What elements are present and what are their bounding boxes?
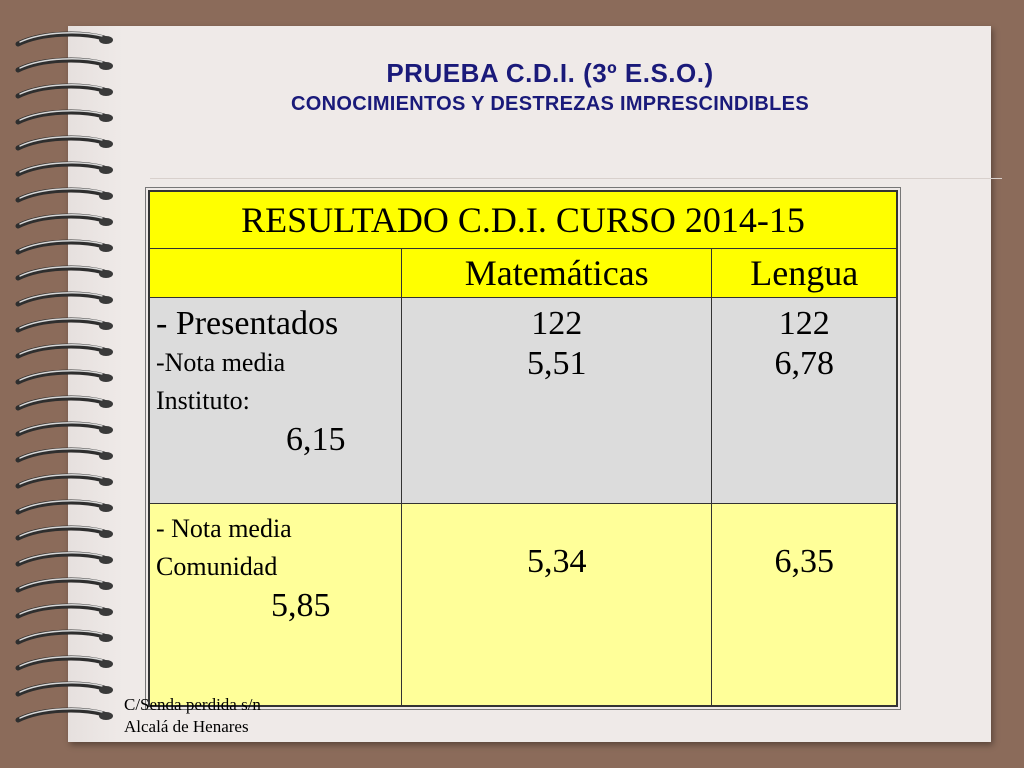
cell-lengua-comunidad — [712, 504, 897, 707]
spiral-ring — [18, 138, 104, 148]
spiral-ring — [18, 632, 104, 642]
spiral-hole — [99, 140, 113, 148]
spiral-hole — [99, 348, 113, 356]
label-instituto: Instituto: — [156, 386, 250, 415]
spiral-hole — [99, 218, 113, 226]
spiral-ring — [18, 502, 104, 512]
table-row — [149, 298, 897, 504]
page-title: PRUEBA C.D.I. (3º E.S.O.) — [386, 58, 714, 88]
spiral-hole — [99, 686, 113, 694]
spiral-ring — [18, 528, 104, 538]
spiral-hole — [99, 270, 113, 278]
len-presentados: 122 — [778, 305, 830, 342]
spiral-hole — [99, 62, 113, 70]
spiral-ring — [18, 372, 104, 382]
value-comunidad: 5,85 — [271, 587, 331, 624]
spiral-hole — [99, 634, 113, 642]
spiral-hole — [99, 712, 113, 720]
label-nota-media-comunidad: - Nota media — [156, 514, 292, 543]
spiral-hole — [99, 452, 113, 460]
row-label-comunidad — [149, 504, 402, 707]
mat-media-comunidad: 5,34 — [526, 543, 587, 580]
spiral-hole — [99, 530, 113, 538]
address — [124, 694, 261, 738]
spiral-ring — [18, 346, 104, 356]
len-media-comunidad: 6,35 — [774, 543, 834, 580]
mat-media-instituto: 5,51 — [526, 345, 587, 382]
spiral-ring — [18, 398, 104, 408]
mat-presentados: 122 — [531, 305, 583, 342]
spiral-ring — [18, 86, 104, 96]
spiral-hole — [99, 88, 113, 96]
spiral-ring — [18, 34, 104, 44]
spiral-ring — [18, 476, 104, 486]
label-presentados: - Presentados — [156, 305, 339, 342]
spiral-ring — [18, 242, 104, 252]
spiral-hole — [99, 36, 113, 44]
spiral-ring — [18, 216, 104, 226]
table-title: RESULTADO C.D.I. CURSO 2014-15 — [149, 191, 897, 249]
table-row — [149, 504, 897, 707]
divider — [150, 178, 1002, 179]
spiral-hole — [99, 192, 113, 200]
spiral-hole — [99, 166, 113, 174]
spiral-ring — [18, 580, 104, 590]
cell-lengua-instituto — [712, 298, 897, 504]
label-comunidad: Comunidad — [156, 552, 278, 581]
spiral-hole — [99, 504, 113, 512]
spiral-hole — [99, 322, 113, 330]
spiral-hole — [99, 478, 113, 486]
spiral-hole — [99, 556, 113, 564]
cell-matematicas-instituto — [402, 298, 712, 504]
spiral-ring — [18, 450, 104, 460]
spiral-hole — [99, 114, 113, 122]
spiral-ring — [18, 268, 104, 278]
spiral-hole — [99, 374, 113, 382]
column-header-matematicas: Matemáticas — [402, 249, 712, 298]
spiral-hole — [99, 660, 113, 668]
value-instituto: 6,15 — [286, 421, 346, 458]
spiral-ring — [18, 684, 104, 694]
spiral-ring — [18, 190, 104, 200]
spiral-ring — [18, 112, 104, 122]
spiral-ring — [18, 320, 104, 330]
len-media-instituto: 6,78 — [774, 345, 834, 382]
column-header-lengua: Lengua — [712, 249, 897, 298]
spiral-ring — [18, 164, 104, 174]
cell-matematicas-comunidad — [402, 504, 712, 707]
address-street: C/Senda perdida s/n — [124, 695, 261, 714]
spiral-hole — [99, 244, 113, 252]
page-subtitle: CONOCIMIENTOS Y DESTREZAS IMPRESCINDIBLES — [291, 93, 809, 115]
spiral-ring — [18, 294, 104, 304]
spiral-hole — [99, 296, 113, 304]
spiral-hole — [99, 426, 113, 434]
spiral-hole — [99, 582, 113, 590]
spiral-ring — [18, 554, 104, 564]
address-city: Alcalá de Henares — [124, 717, 249, 736]
spiral-binding — [12, 30, 117, 740]
row-label-instituto — [149, 298, 402, 504]
header-empty-cell — [149, 249, 402, 298]
spiral-ring — [18, 710, 104, 720]
spiral-ring — [18, 658, 104, 668]
spiral-ring — [18, 60, 104, 70]
spiral-ring — [18, 606, 104, 616]
label-nota-media: -Nota media — [156, 348, 286, 377]
spiral-hole — [99, 608, 113, 616]
spiral-ring — [18, 424, 104, 434]
results-table — [148, 190, 898, 707]
spiral-hole — [99, 400, 113, 408]
